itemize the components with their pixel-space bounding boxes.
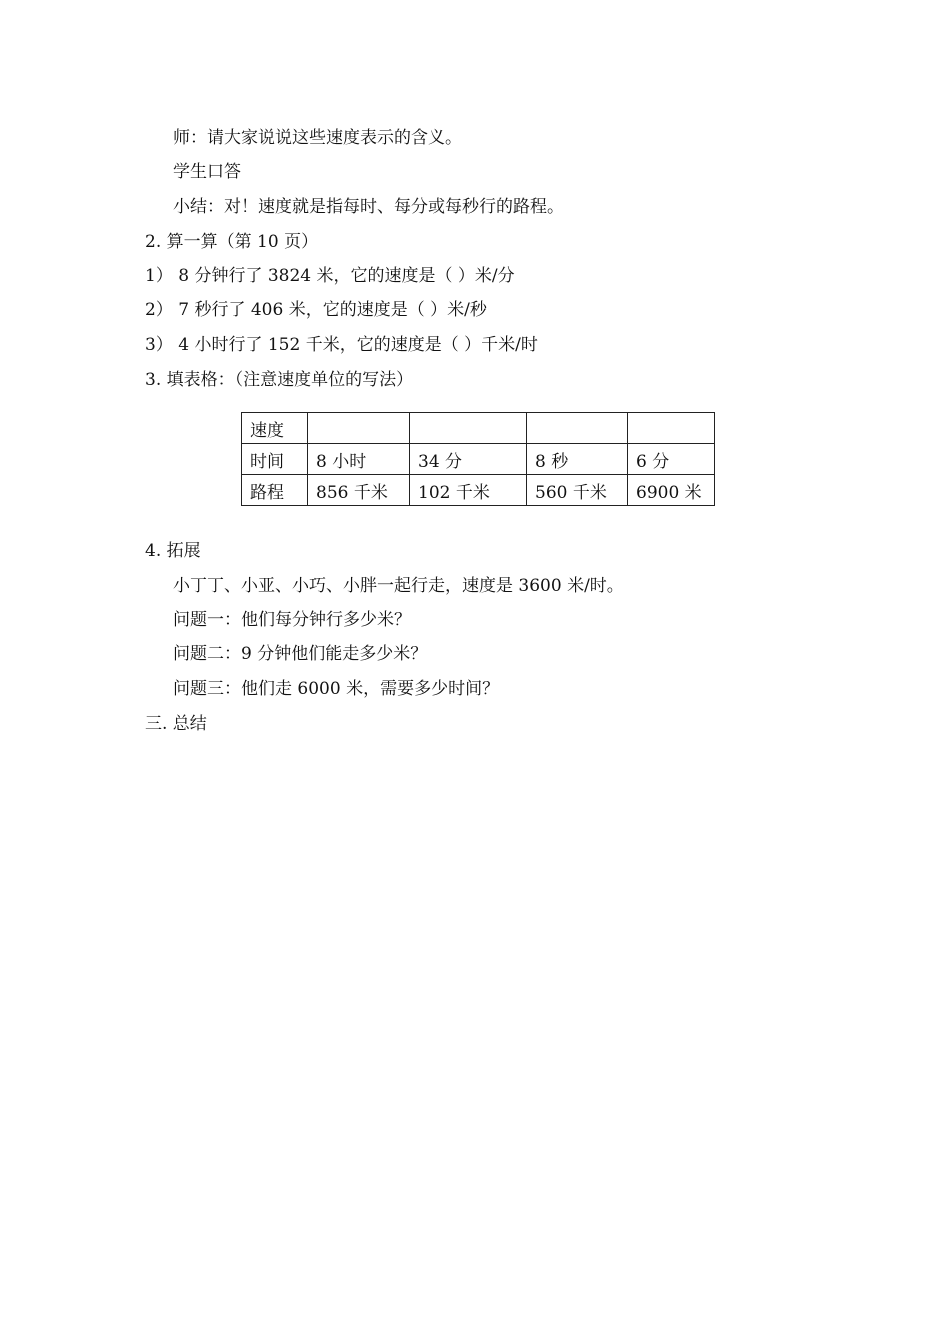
student-answer: 学生口答 bbox=[173, 162, 241, 182]
table-cell: 560 千米 bbox=[527, 475, 628, 506]
table-cell: 8 秒 bbox=[527, 444, 628, 475]
speed-table bbox=[241, 412, 715, 506]
table-cell bbox=[308, 413, 410, 444]
question-1: 问题一：他们每分钟行多少米？ bbox=[173, 610, 411, 630]
table-cell: 102 千米 bbox=[410, 475, 527, 506]
table-cell: 路程 bbox=[242, 475, 308, 506]
table-row bbox=[242, 475, 715, 506]
extension-prompt: 小丁丁、小亚、小巧、小胖一起行走，速度是 3600 米/时。 bbox=[173, 576, 624, 596]
section-3-heading: 3. 填表格：（注意速度单位的写法） bbox=[145, 370, 414, 390]
section-2-heading: 2. 算一算（第 10 页） bbox=[145, 232, 319, 252]
table-cell bbox=[410, 413, 527, 444]
table-cell: 速度 bbox=[242, 413, 308, 444]
table-row bbox=[242, 413, 715, 444]
question-2: 问题二：9 分钟他们能走多少米？ bbox=[173, 644, 428, 664]
table-cell: 6 分 bbox=[628, 444, 715, 475]
table-cell: 856 千米 bbox=[308, 475, 410, 506]
exercise-1: 1） 8 分钟行了 3824 米，它的速度是（ ）米/分 bbox=[145, 266, 515, 286]
table-row bbox=[242, 444, 715, 475]
summary-heading: 三. 总结 bbox=[145, 714, 207, 734]
question-3: 问题三：他们走 6000 米，需要多少时间？ bbox=[173, 679, 500, 699]
exercise-3: 3） 4 小时行了 152 千米，它的速度是（ ）千米/时 bbox=[145, 335, 538, 355]
table-cell bbox=[628, 413, 715, 444]
table-cell bbox=[527, 413, 628, 444]
summary-line: 小结：对！速度就是指每时、每分或每秒行的路程。 bbox=[173, 197, 564, 217]
table-cell: 8 小时 bbox=[308, 444, 410, 475]
exercise-2: 2） 7 秒行了 406 米，它的速度是（ ）米/秒 bbox=[145, 300, 487, 320]
section-4-heading: 4. 拓展 bbox=[145, 541, 201, 561]
teacher-prompt: 师：请大家说说这些速度表示的含义。 bbox=[173, 128, 462, 148]
table-cell: 6900 米 bbox=[628, 475, 715, 506]
table-cell: 时间 bbox=[242, 444, 308, 475]
table-cell: 34 分 bbox=[410, 444, 527, 475]
